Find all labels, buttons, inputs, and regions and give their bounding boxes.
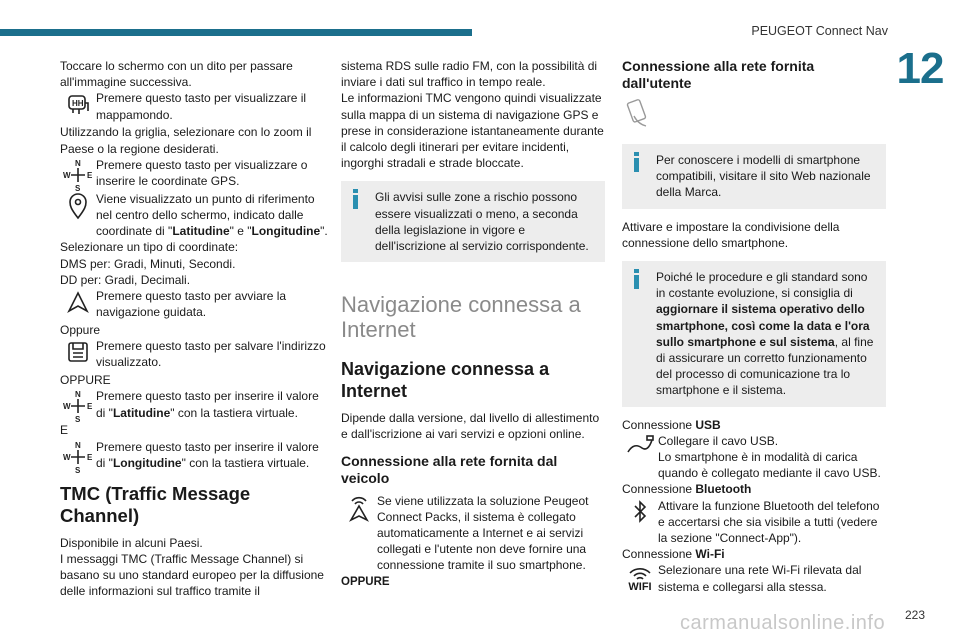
- svg-text:E: E: [87, 452, 93, 462]
- paragraph: Le informazioni TMC vengono quindi visualizzate sulla mappa di un sistema di navigazione GPS e prese in considerazione istantaneamente durante il calcolo degli itinerari per evitare incidenti, ingorghi stradali e strade bloccate.: [341, 91, 604, 171]
- instruction-row: [622, 433, 886, 482]
- location-pin-icon: [60, 191, 96, 225]
- paragraph: E: [60, 423, 69, 438]
- instruction-text: Attivare la funzione Bluetooth del telefono e accertarsi che sia visibile a tutti (vedere la sezione "Connect-App").: [658, 498, 880, 546]
- instruction-row: [60, 191, 328, 240]
- instruction-text: Selezionare una rete Wi-Fi rilevata dal sistema e collegarsi alla stessa.: [658, 563, 862, 594]
- svg-text:N: N: [75, 158, 81, 168]
- instruction-text: Se viene utilizzata la soluzione Peugeot Connect Packs, il sistema è collegato automaticamente a Internet e ai servizi collegati e l'utente non deve fornire una connessione tramite il suo smartphone.: [377, 493, 589, 573]
- paragraph: Oppure: [60, 323, 101, 338]
- svg-text:W: W: [63, 170, 71, 180]
- page-number: 223: [905, 608, 926, 622]
- svg-text:S: S: [75, 183, 81, 192]
- save-address-icon: [60, 338, 96, 372]
- note-text: Gli avvisi sulle zone a rischio possono essere visualizzati o meno, a seconda della legislazione in vigore e dell'iscrizione al servizio corrispondente.: [375, 190, 589, 254]
- instruction-row: [60, 157, 328, 191]
- info-note: [622, 261, 886, 407]
- column-3: [622, 58, 886, 596]
- note-text: Per conoscere i modelli di smartphone compatibili, visitare il sito Web nazionale della Marca.: [656, 153, 871, 200]
- instruction-row: [622, 498, 886, 547]
- section-heading-tmc: TMC (Traffic Message Channel): [60, 482, 251, 526]
- instruction-text: Viene visualizzato un punto di riferimento nel centro dello schermo, indicato dalle coordinate di "Latitudine" e "Longitudine".: [96, 191, 328, 239]
- instruction-text: Premere questo tasto per avviare la navigazione guidata.: [96, 289, 287, 320]
- subsection-heading: Connessione alla rete fornita dal veicolo: [341, 452, 558, 486]
- subsection-heading: Connessione alla rete fornita dall'utente: [622, 58, 815, 91]
- svg-text:N: N: [75, 440, 81, 450]
- chapter-section-title: Navigazione connessa a Internet: [341, 292, 581, 343]
- paragraph: sistema RDS sulle radio FM, con la possibilità di inviare i dati sul traffico in tempo reale.: [341, 59, 598, 90]
- paragraph: Selezionare un tipo di coordinate:: [60, 240, 239, 255]
- paragraph: OPPURE: [60, 373, 111, 388]
- paragraph: Dipende dalla versione, dal livello di allestimento e dall'iscrizione ai vari servizi e opzioni online.: [341, 411, 600, 442]
- instruction-row: [341, 493, 605, 574]
- instruction-text: Premere questo tasto per inserire il valore di "Longitudine" con la tastiera virtuale.: [96, 439, 319, 470]
- instruction-row: [60, 288, 328, 322]
- smartphone-icon: [622, 98, 886, 134]
- svg-text:E: E: [87, 170, 93, 180]
- header-accent-bar: [0, 29, 472, 36]
- section-heading: Navigazione connessa a Internet: [341, 359, 550, 402]
- paragraph: Attivare e impostare la condivisione della connessione dello smartphone.: [622, 219, 840, 250]
- instruction-text: Premere questo tasto per visualizzare il mappamondo.: [96, 91, 307, 122]
- bluetooth-icon: [622, 498, 658, 532]
- paragraph: Disponibile in alcuni Paesi.: [60, 535, 203, 550]
- paragraph: DD per: Gradi, Decimali.: [60, 272, 191, 287]
- instruction-text: Premere questo tasto per salvare l'indirizzo visualizzato.: [96, 339, 326, 370]
- navigation-arrow-icon: [60, 288, 96, 322]
- info-note: [622, 144, 886, 209]
- info-note: [341, 181, 605, 262]
- paragraph: Toccare lo schermo con un dito per passare all'immagine successiva.: [60, 59, 293, 90]
- note-text: Poiché le procedure e gli standard sono in costante evoluzione, si consiglia di aggiornare il sistema operativo dello smartphone, così come la data e l'ora sullo smartphone e sul sistema, al fine di assicurare un corretto funzionamento del processo di comunicazione tra lo smartphone e il sistema.: [656, 270, 874, 398]
- info-icon: [632, 269, 642, 293]
- instruction-row: [622, 562, 886, 596]
- globe-map-icon: [60, 90, 96, 124]
- paragraph: OPPURE: [341, 575, 390, 588]
- info-icon: [351, 189, 361, 213]
- watermark: carmanualsonline.info: [680, 612, 886, 634]
- gps-compass-icon: [60, 157, 96, 191]
- instruction-row: [60, 439, 328, 473]
- usb-cable-icon: [622, 433, 658, 467]
- chapter-number: 12: [896, 44, 944, 93]
- connected-car-icon: [341, 493, 377, 527]
- instruction-text: Premere questo tasto per visualizzare o inserire le coordinate GPS.: [96, 157, 308, 189]
- gps-compass-icon: [60, 439, 96, 473]
- instruction-row: [60, 388, 328, 422]
- svg-text:W: W: [63, 452, 71, 462]
- column-1: [60, 58, 328, 599]
- info-icon: [632, 152, 642, 176]
- paragraph: Utilizzando la griglia, selezionare con lo zoom il Paese o la regione desiderati.: [60, 125, 312, 156]
- connection-bluetooth-label: Connessione Bluetooth: [622, 482, 752, 497]
- instruction-text: Collegare il cavo USB. Lo smartphone è in modalità di carica quando è collegato mediante il cavo USB.: [658, 433, 881, 481]
- instruction-row: [60, 338, 328, 372]
- svg-text:S: S: [75, 465, 81, 474]
- svg-text:W: W: [63, 402, 71, 412]
- svg-text:S: S: [75, 415, 81, 424]
- wifi-icon: WIFI: [622, 562, 658, 596]
- column-2: [341, 58, 605, 590]
- gps-compass-icon: [60, 388, 96, 422]
- instruction-text: Premere questo tasto per inserire il valore di "Latitudine" con la tastiera virtuale.: [96, 389, 319, 420]
- svg-text:HH: HH: [72, 99, 84, 109]
- svg-text:N: N: [75, 390, 81, 400]
- paragraph: I messaggi TMC (Traffic Message Channel) si basano su uno standard europeo per la diffusione delle informazioni sul traffico tramite il: [60, 551, 324, 599]
- connection-usb-label: Connessione USB: [622, 417, 721, 432]
- instruction-row: [60, 90, 328, 124]
- paragraph: DMS per: Gradi, Minuti, Secondi.: [60, 256, 236, 271]
- connection-wifi-label: Connessione Wi-Fi: [622, 547, 725, 562]
- running-header: PEUGEOT Connect Nav: [751, 24, 888, 38]
- svg-text:E: E: [87, 402, 93, 412]
